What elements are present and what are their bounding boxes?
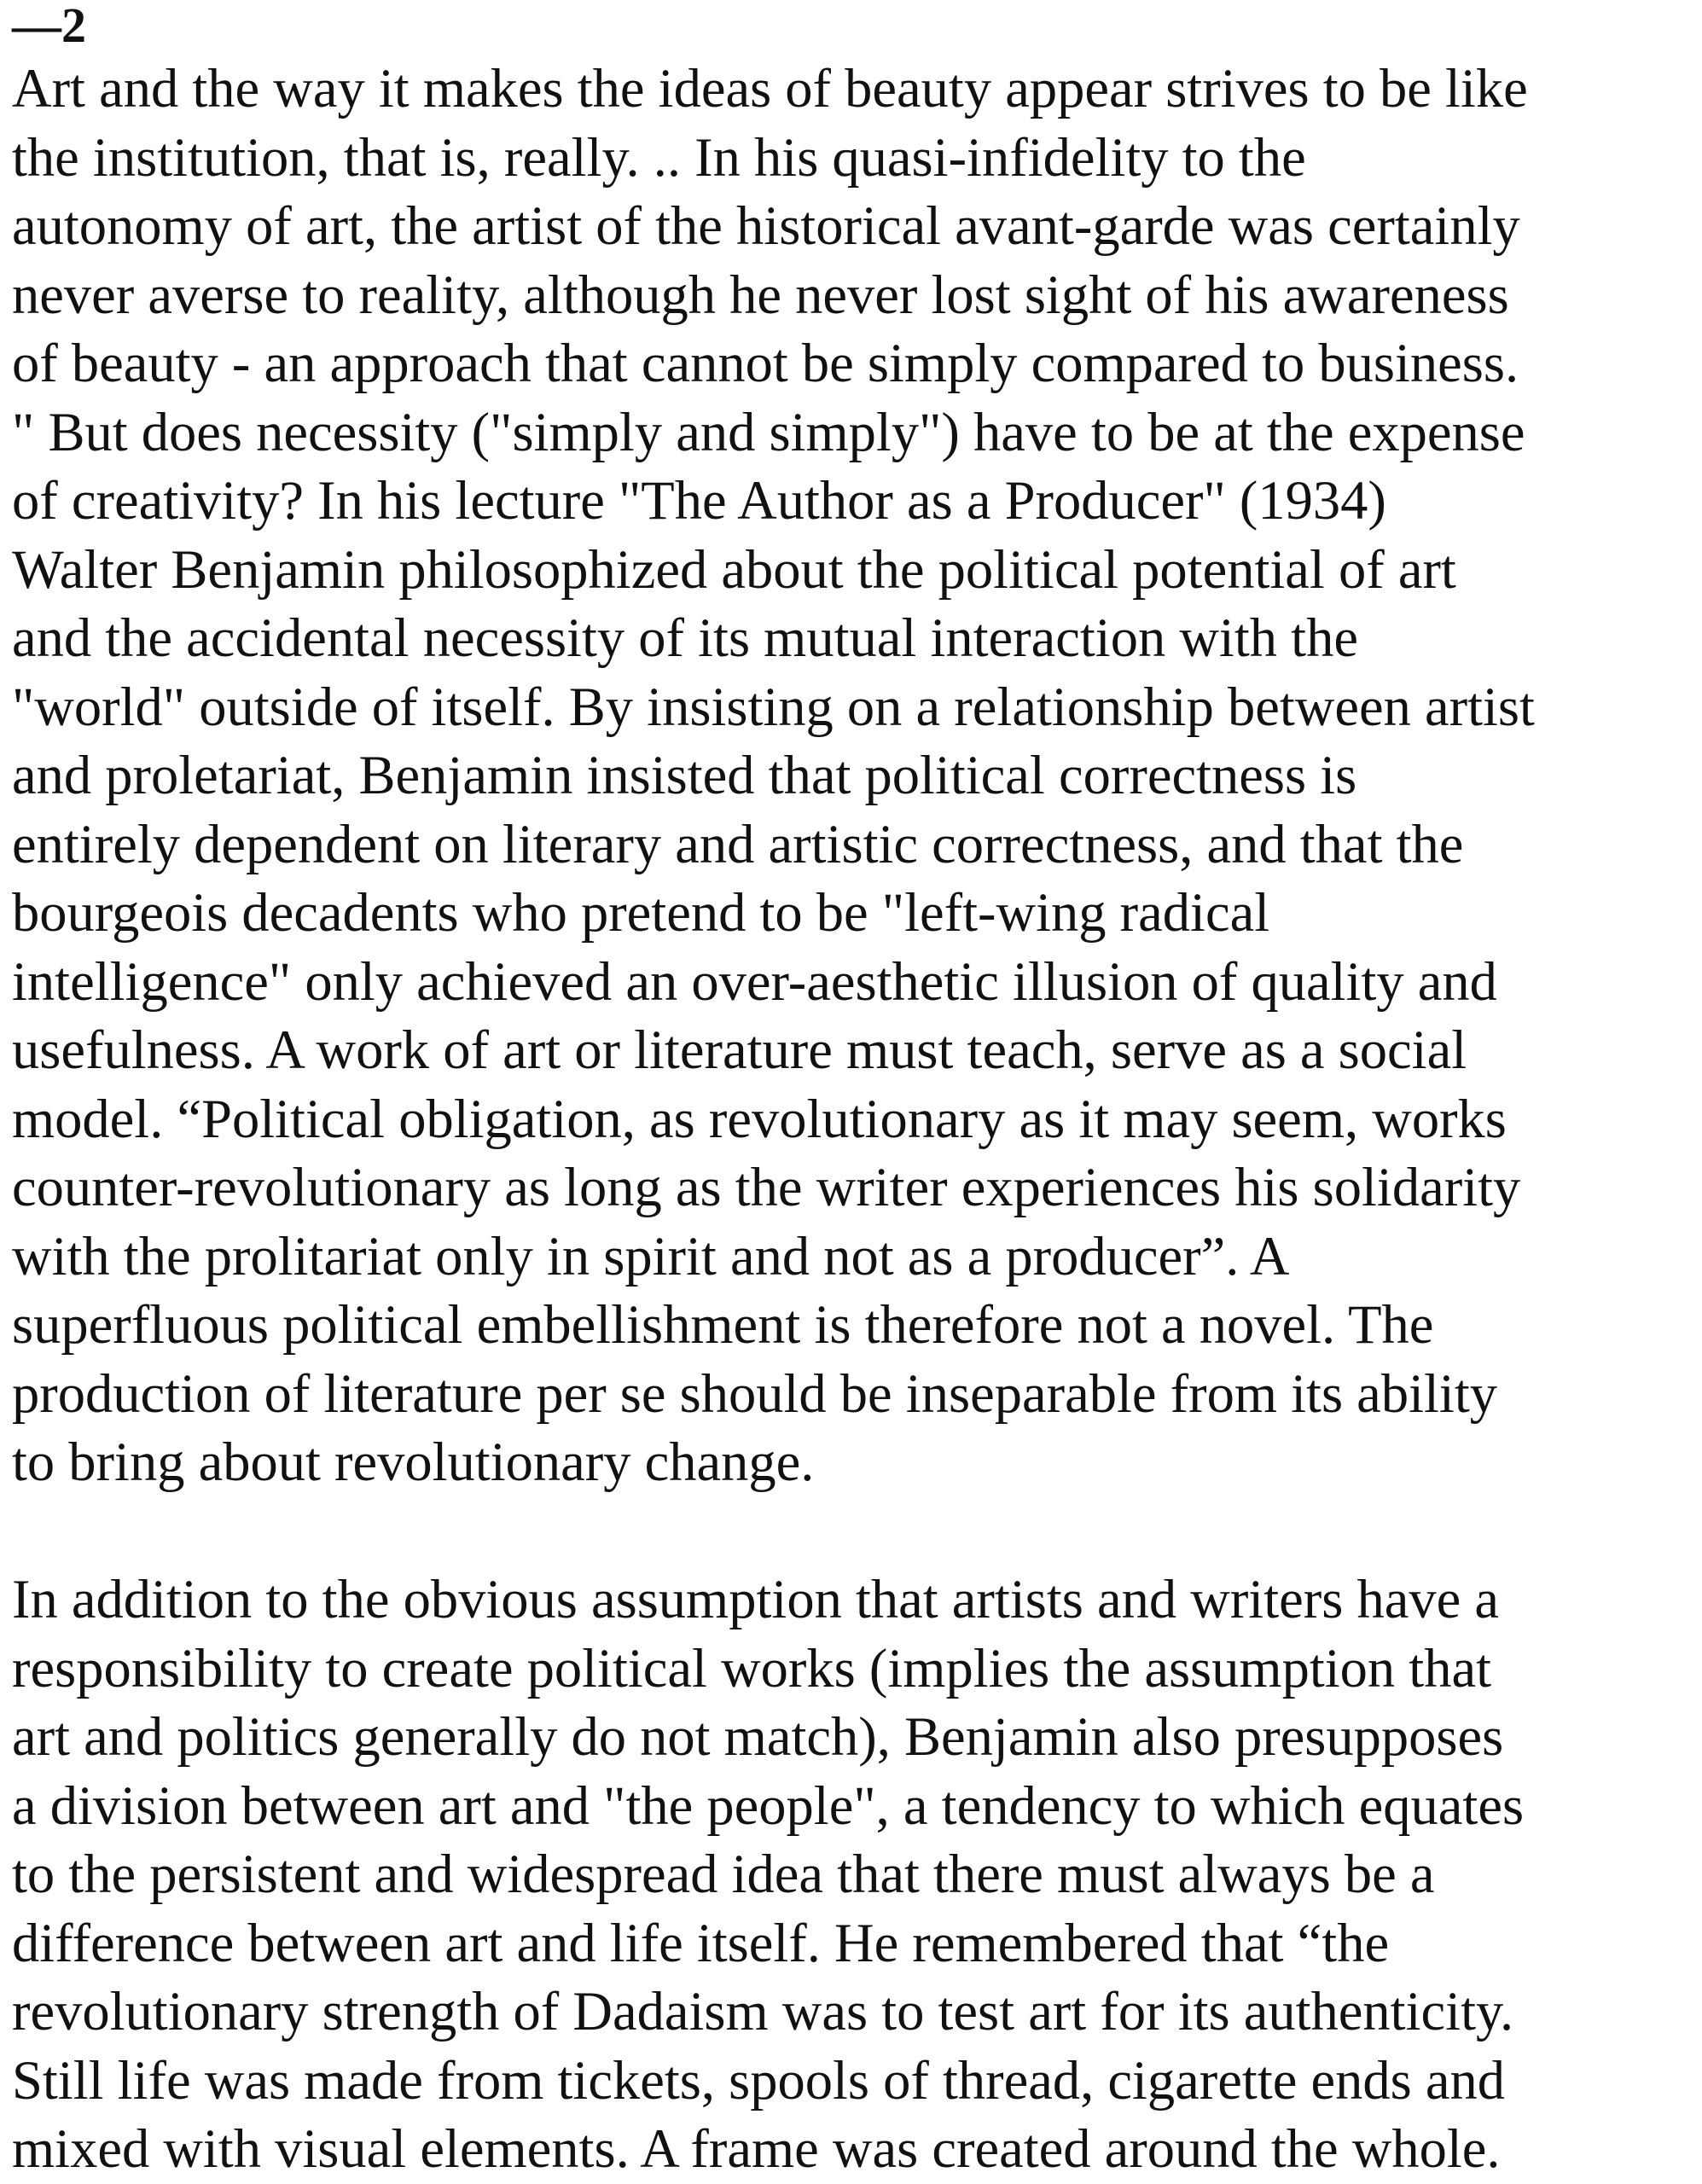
text-line: superfluous political embellishment is therefore not a novel. The xyxy=(12,1294,1434,1355)
document-page xyxy=(12,0,1697,2184)
text-line: model. “Political obligation, as revolutionary as it may seem, works xyxy=(12,1088,1507,1149)
paragraph-gap xyxy=(12,1497,1697,1566)
text-line: Walter Benjamin philosophized about the political potential of art xyxy=(12,538,1456,600)
text-line: intelligence" only achieved an over-aesthetic illusion of quality and xyxy=(12,950,1497,1012)
text-line: and proletariat, Benjamin insisted that political correctness is xyxy=(12,745,1357,805)
text-line: revolutionary strength of Dadaism was to test art for its authenticity. xyxy=(12,1981,1514,2042)
text-line: counter-revolutionary as long as the writer experiences his solidarity xyxy=(12,1157,1521,1217)
text-line: entirely dependent on literary and artistic correctness, and that the xyxy=(12,813,1464,874)
text-line: "world" outside of itself. By insisting on a relationship between artist xyxy=(12,676,1535,737)
text-line: " But does necessity ("simply and simply") have to be at the expense xyxy=(12,401,1525,462)
paragraph-1 xyxy=(12,55,1697,1497)
text-line: autonomy of art, the artist of the historical avant-garde was certainly xyxy=(12,195,1520,256)
text-line: to the persistent and widespread idea that there must always be a xyxy=(12,1844,1435,1904)
text-line: never averse to reality, although he never lost sight of his awareness xyxy=(12,264,1509,325)
text-line: mixed with visual elements. A frame was created around the whole. xyxy=(12,2118,1501,2179)
text-line: Art and the way it makes the ideas of beauty appear strives to be like xyxy=(12,58,1528,119)
text-line: Still life was made from tickets, spools of thread, cigarette ends and xyxy=(12,2049,1505,2111)
text-line: art and politics generally do not match), Benjamin also presupposes xyxy=(12,1706,1504,1767)
text-line: a division between art and "the people", a tendency to which equates xyxy=(12,1774,1525,1836)
page-number: —2 xyxy=(12,0,86,53)
text-line: of beauty - an approach that cannot be simply compared to business. xyxy=(12,333,1519,393)
text-line: usefulness. A work of art or literature must teach, serve as a social xyxy=(12,1019,1467,1080)
text-line: the institution, that is, really. .. In his quasi-infidelity to the xyxy=(12,126,1306,188)
text-line: production of literature per se should be inseparable from its ability xyxy=(12,1362,1497,1424)
text-line: bourgeois decadents who pretend to be "left-wing radical xyxy=(12,882,1270,943)
text-line: In addition to the obvious assumption that artists and writers have a xyxy=(12,1569,1499,1629)
text-line: to bring about revolutionary change. xyxy=(12,1432,815,1492)
text-line: with the prolitariat only in spirit and not as a producer”. A xyxy=(12,1225,1290,1287)
text-line: difference between art and life itself. He remembered that “the xyxy=(12,1912,1390,1973)
text-line: responsibility to create political works (implies the assumption that xyxy=(12,1637,1492,1699)
paragraph-2 xyxy=(12,1565,1697,2184)
text-line: of creativity? In his lecture "The Author as a Producer" (1934) xyxy=(12,470,1386,531)
text-line: and the accidental necessity of its mutual interaction with the xyxy=(12,607,1358,668)
